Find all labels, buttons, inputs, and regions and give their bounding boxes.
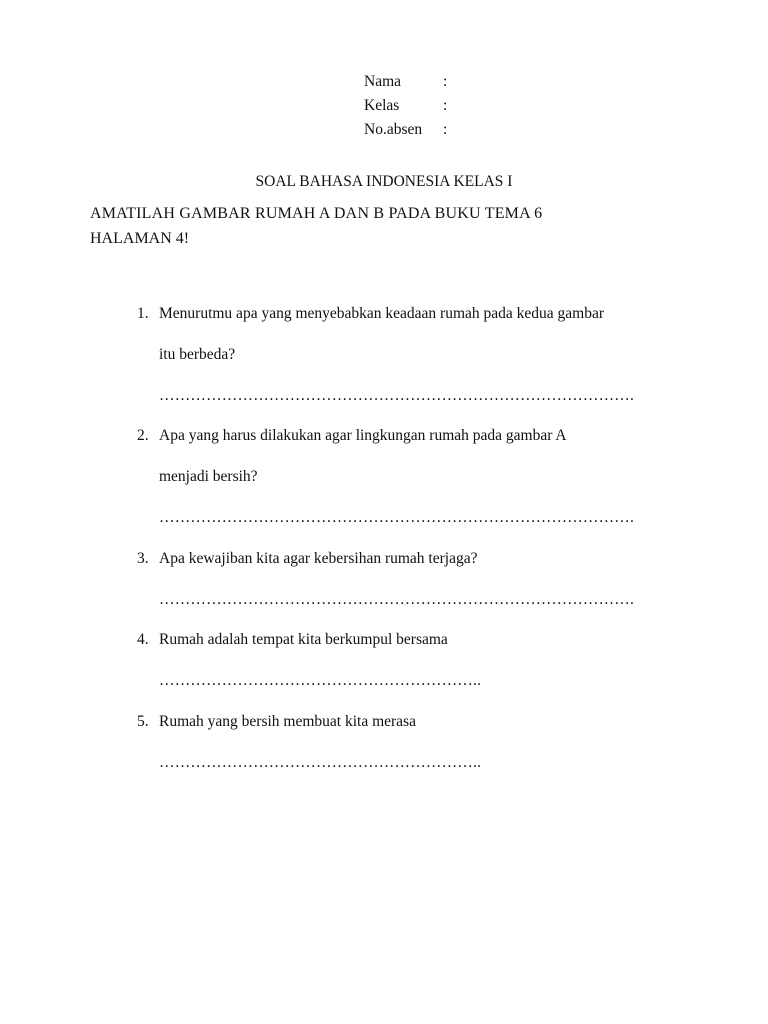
question-text-continued: menjadi bersih? xyxy=(159,468,258,485)
answer-line: ………………………………………………………………………………. xyxy=(159,591,635,608)
absence-number-label: No.absen xyxy=(364,121,423,138)
absence-number-colon: : xyxy=(443,121,448,138)
answer-line: …………………………………………………….. xyxy=(159,672,482,689)
answer-line: ………………………………………………………………………………. xyxy=(159,509,635,526)
instruction-line-1: AMATILAH GAMBAR RUMAH A DAN B PADA BUKU TEMA 6 xyxy=(90,205,543,222)
class-colon: : xyxy=(443,97,448,114)
question-number: 2. xyxy=(137,427,149,444)
name-colon: : xyxy=(443,73,448,90)
question-text: Rumah yang bersih membuat kita merasa xyxy=(159,713,416,730)
name-label: Nama xyxy=(364,73,402,90)
instruction-line-2: HALAMAN 4! xyxy=(90,230,190,247)
answer-line: ………………………………………………………………………………. xyxy=(159,387,635,404)
answer-line: …………………………………………………….. xyxy=(159,754,482,771)
question-number: 1. xyxy=(137,305,149,322)
question-number: 3. xyxy=(137,550,149,567)
class-label: Kelas xyxy=(364,97,400,114)
page-title: SOAL BAHASA INDONESIA KELAS I xyxy=(255,173,513,190)
question-number: 5. xyxy=(137,713,149,730)
question-text-continued: itu berbeda? xyxy=(159,346,236,363)
question-text: Rumah adalah tempat kita berkumpul bersama xyxy=(159,631,448,648)
question-text: Apa yang harus dilakukan agar lingkungan rumah pada gambar A xyxy=(159,427,567,444)
question-text: Apa kewajiban kita agar kebersihan rumah terjaga? xyxy=(159,550,478,567)
question-text: Menurutmu apa yang menyebabkan keadaan rumah pada kedua gambar xyxy=(159,305,605,322)
question-number: 4. xyxy=(137,631,149,648)
